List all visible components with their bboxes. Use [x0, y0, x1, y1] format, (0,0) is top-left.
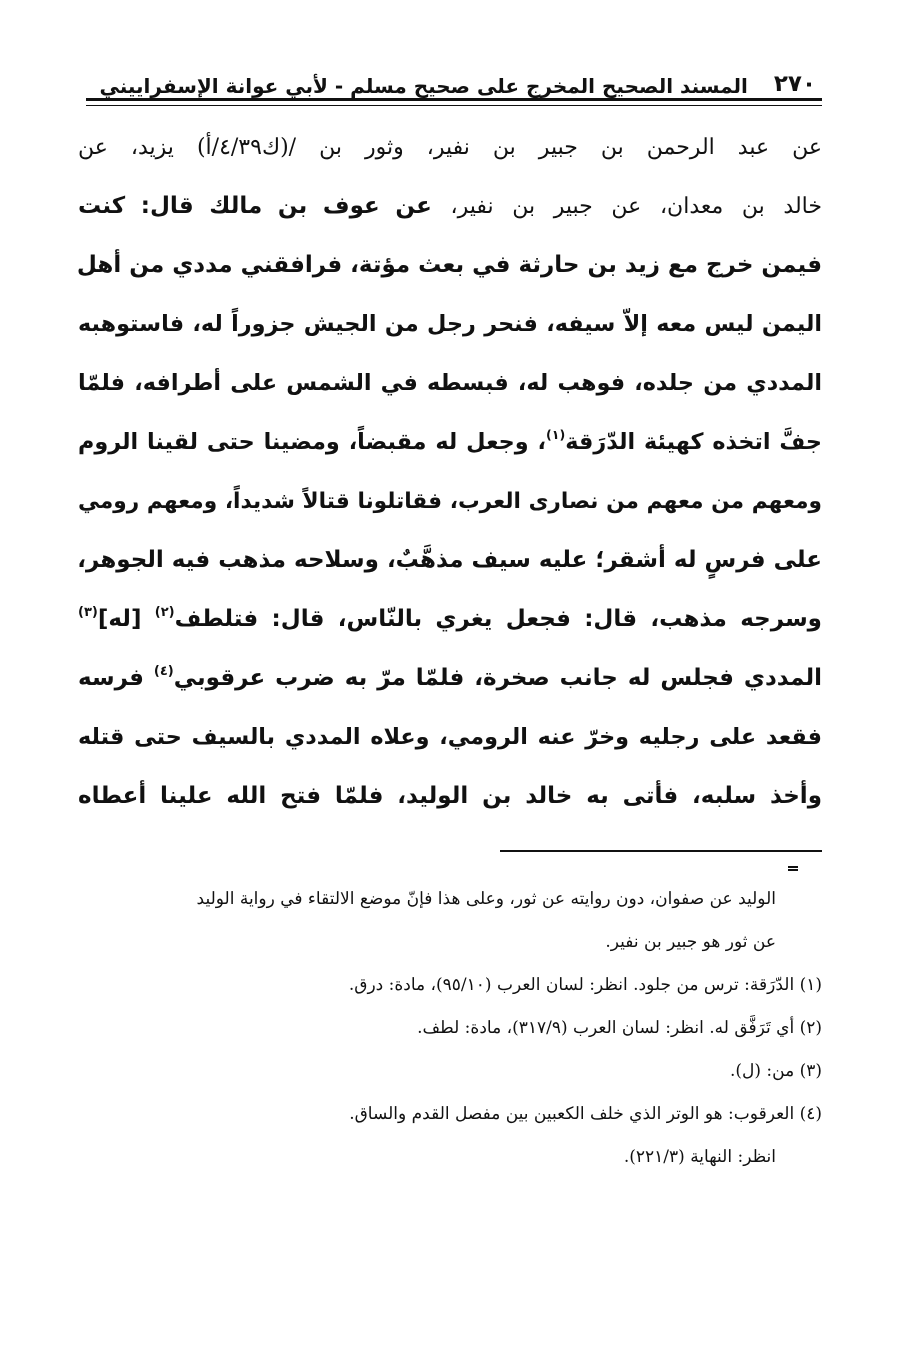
text-segment: جفَّ اتخذه كهيئة الدّرَقة	[565, 429, 822, 455]
page-number: ٢٧٠	[773, 71, 816, 97]
text-line: وأخذ سلبه، فأتى به خالد بن الوليد، فلمّا فتح الله علينا أعطاه	[78, 783, 822, 809]
text-line: المددي من جلده، فوهب له، فبسطه في الشمس على أطرافه، فلمّا	[78, 370, 822, 396]
text-segment: وسرجه مذهب، قال: فجعل يغري بالنّاس، قال: فتلطف	[174, 606, 822, 632]
text-segment: [له]	[97, 606, 155, 632]
header-rule-thick	[86, 98, 822, 101]
text-segment: المددي فجلس له جانب صخرة، فلمّا مرّ به ضرب عرقوبي	[173, 665, 822, 691]
footnote-ref[interactable]: (٣)	[78, 605, 98, 620]
footnote-4-continuation: انظر: النهاية (٢٢١/٣).	[623, 1147, 776, 1167]
text-line	[78, 177, 822, 236]
book-title: المسند الصحيح المخرج على صحيح مسلم - لأبي عوانة الإسفراييني	[99, 74, 748, 98]
footnote-ref[interactable]: (٤)	[153, 664, 174, 679]
footnote-continuation: عن ثور هو جبير بن نفير.	[605, 932, 776, 952]
footnote-3: (٣) من: (ل).	[729, 1061, 822, 1081]
footnote-4: (٤) العرقوب: هو الوتر الذي خلف الكعبين بين مفصل القدم والساق.	[349, 1104, 822, 1124]
continuation-mark	[788, 866, 798, 871]
footnote-ref[interactable]: (١)	[546, 427, 566, 442]
footnote-separator	[500, 850, 822, 852]
text-line: ومعهم من معهم من نصارى العرب، فقاتلونا قتالاً شديداً، ومعهم رومي	[78, 489, 822, 514]
hadith-text: عن عوف بن مالك قال: كنت	[78, 193, 432, 219]
text-line: فيمن خرج مع زيد بن حارثة في بعث مؤتة، فرافقني مددي من أهل	[76, 252, 822, 278]
text-line: على فرسٍ له أشقر؛ عليه سيف مذهَّبٌ، وسلاحه مذهب فيه الجوهر،	[77, 547, 822, 573]
running-header	[86, 58, 816, 96]
main-text	[78, 118, 822, 826]
chain-text: خالد بن معدان، عن جبير بن نفير،	[431, 194, 822, 219]
text-line	[78, 649, 822, 708]
text-line: عن عبد الرحمن بن جبير بن نفير، وثور بن /(ك٤/٣٩/أ) يزيد، عن	[78, 135, 822, 160]
text-line	[78, 590, 822, 649]
text-line: اليمن ليس معه إلاّ سيفه، فنحر رجل من الجيش جزوراً له، فاستوهبه	[78, 311, 822, 337]
footnotes	[86, 878, 822, 1179]
footnote-2: (٢) أي تَرَفَّق له. انظر: لسان العرب (٣١٧/٩)، مادة: لطف.	[417, 1018, 822, 1038]
text-line: فقعد على رجليه وخرّ عنه الرومي، وعلاه المددي بالسيف حتى قتله	[78, 724, 822, 750]
footnote-continuation: الوليد عن صفوان، دون روايته عن ثور، وعلى هذا فإنّ موضع الالتقاء في رواية الوليد	[196, 889, 776, 909]
footnote-1: (١) الدّرَقة: ترس من جلود. انظر: لسان العرب (٩٥/١٠)، مادة: درق.	[348, 975, 822, 995]
header-rule-thin	[86, 105, 822, 106]
footnote-ref[interactable]: (٢)	[154, 605, 175, 620]
text-segment: فرسه	[78, 665, 154, 691]
text-segment: ، وجعل له مقبضاً، ومضينا حتى لقينا الروم	[78, 429, 546, 455]
text-line	[78, 413, 822, 472]
